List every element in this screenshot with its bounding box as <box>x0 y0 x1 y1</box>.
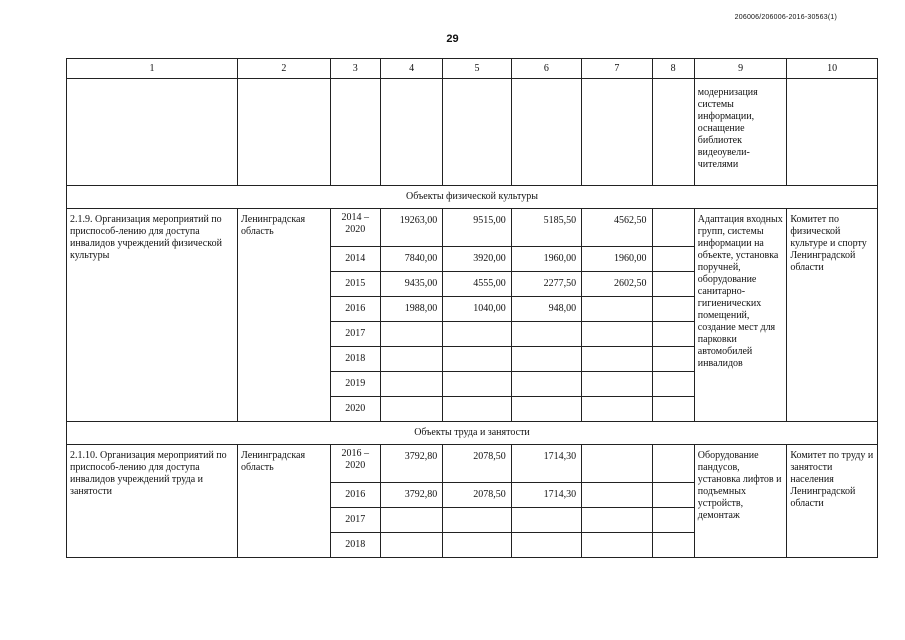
value-cell: 7840,00 <box>380 247 442 272</box>
value-cell: 2602,50 <box>582 272 652 297</box>
year-cell: 2018 <box>330 347 380 372</box>
region-name: Ленинградская область <box>238 445 331 558</box>
year-cell: 2016 – 2020 <box>330 445 380 483</box>
value-cell: 948,00 <box>511 297 581 322</box>
section-row-sport <box>67 186 878 209</box>
program-table <box>66 58 878 558</box>
value-cell <box>652 247 694 272</box>
value-cell: 1960,00 <box>582 247 652 272</box>
value-cell <box>652 372 694 397</box>
responsible-body: Комитет по физической культуре и спорту Ленинградской области <box>787 209 878 422</box>
section-row-labor <box>67 422 878 445</box>
value-cell <box>652 322 694 347</box>
value-cell: 2078,50 <box>443 445 511 483</box>
year-cell: 2015 <box>330 272 380 297</box>
continued-description: модернизация системы информации, оснащение библиотек видеоувели-чителями <box>694 79 787 186</box>
column-header: 4 <box>380 59 442 79</box>
value-cell <box>380 372 442 397</box>
value-cell <box>511 508 581 533</box>
column-header: 10 <box>787 59 878 79</box>
measure-name: 2.1.10. Организация мероприятий по приспособ-лению для доступа инвалидов учреждений труда и занятости <box>67 445 238 558</box>
value-cell <box>380 322 442 347</box>
table-cell <box>67 79 238 186</box>
value-cell <box>443 397 511 422</box>
year-cell: 2016 <box>330 483 380 508</box>
value-cell <box>582 397 652 422</box>
section-title: Объекты физической культуры <box>67 186 878 209</box>
year-cell: 2016 <box>330 297 380 322</box>
value-cell: 4555,00 <box>443 272 511 297</box>
value-cell <box>511 372 581 397</box>
value-cell <box>511 397 581 422</box>
value-cell: 9435,00 <box>380 272 442 297</box>
value-cell <box>443 347 511 372</box>
column-header: 2 <box>238 59 331 79</box>
year-cell: 2018 <box>330 533 380 558</box>
value-cell <box>582 372 652 397</box>
column-header: 8 <box>652 59 694 79</box>
value-cell <box>443 372 511 397</box>
page-number: 29 <box>446 33 459 45</box>
year-cell: 2019 <box>330 372 380 397</box>
value-cell <box>380 533 442 558</box>
value-cell: 1714,30 <box>511 445 581 483</box>
value-cell: 3920,00 <box>443 247 511 272</box>
continued-row <box>67 79 878 186</box>
table-cell <box>511 79 581 186</box>
table-row <box>67 445 878 483</box>
value-cell <box>443 322 511 347</box>
value-cell <box>652 508 694 533</box>
column-header: 3 <box>330 59 380 79</box>
value-cell: 2277,50 <box>511 272 581 297</box>
table-cell <box>787 79 878 186</box>
table-cell <box>582 79 652 186</box>
value-cell: 1988,00 <box>380 297 442 322</box>
table-cell <box>443 79 511 186</box>
value-cell <box>380 397 442 422</box>
responsible-body: Комитет по труду и занятости населения Ленинградской области <box>787 445 878 558</box>
value-cell <box>582 347 652 372</box>
value-cell: 1960,00 <box>511 247 581 272</box>
value-cell <box>652 297 694 322</box>
column-header: 1 <box>67 59 238 79</box>
value-cell <box>582 322 652 347</box>
value-cell <box>380 347 442 372</box>
column-header: 5 <box>443 59 511 79</box>
value-cell: 3792,80 <box>380 483 442 508</box>
section-title: Объекты труда и занятости <box>67 422 878 445</box>
year-cell: 2017 <box>330 508 380 533</box>
value-cell: 4562,50 <box>582 209 652 247</box>
region-name: Ленинградская область <box>238 209 331 422</box>
table-row <box>67 209 878 247</box>
value-cell <box>443 533 511 558</box>
value-cell <box>511 533 581 558</box>
column-header: 7 <box>582 59 652 79</box>
value-cell <box>380 508 442 533</box>
value-cell <box>652 445 694 483</box>
column-header: 6 <box>511 59 581 79</box>
value-cell <box>582 533 652 558</box>
value-cell <box>652 209 694 247</box>
year-cell: 2020 <box>330 397 380 422</box>
document-id: 206006/206006-2016-30563(1) <box>734 14 837 21</box>
measure-name: 2.1.9. Организация мероприятий по приспособ-лению для доступа инвалидов учреждений физической культуры <box>67 209 238 422</box>
value-cell <box>652 483 694 508</box>
value-cell <box>652 347 694 372</box>
table-cell <box>238 79 331 186</box>
value-cell <box>582 508 652 533</box>
table-cell <box>330 79 380 186</box>
value-cell <box>511 347 581 372</box>
value-cell: 2078,50 <box>443 483 511 508</box>
value-cell <box>652 397 694 422</box>
table-cell <box>380 79 442 186</box>
value-cell <box>652 533 694 558</box>
measure-description: Оборудование пандусов, установка лифтов и подъемных устройств, демонтаж <box>694 445 787 558</box>
column-header: 9 <box>694 59 787 79</box>
value-cell: 1040,00 <box>443 297 511 322</box>
year-cell: 2014 <box>330 247 380 272</box>
table-cell <box>652 79 694 186</box>
value-cell: 9515,00 <box>443 209 511 247</box>
year-cell: 2014 – 2020 <box>330 209 380 247</box>
value-cell: 1714,30 <box>511 483 581 508</box>
value-cell: 5185,50 <box>511 209 581 247</box>
value-cell <box>652 272 694 297</box>
value-cell <box>443 508 511 533</box>
value-cell <box>582 483 652 508</box>
value-cell <box>582 445 652 483</box>
measure-description: Адаптация входных групп, системы информации на объекте, установка поручней, оборудование санитарно-гигиенических помещений, создание мест для парковки автомобилей инвалидов <box>694 209 787 422</box>
year-cell: 2017 <box>330 322 380 347</box>
value-cell: 3792,80 <box>380 445 442 483</box>
value-cell: 19263,00 <box>380 209 442 247</box>
column-number-row <box>67 59 878 79</box>
value-cell <box>511 322 581 347</box>
value-cell <box>582 297 652 322</box>
